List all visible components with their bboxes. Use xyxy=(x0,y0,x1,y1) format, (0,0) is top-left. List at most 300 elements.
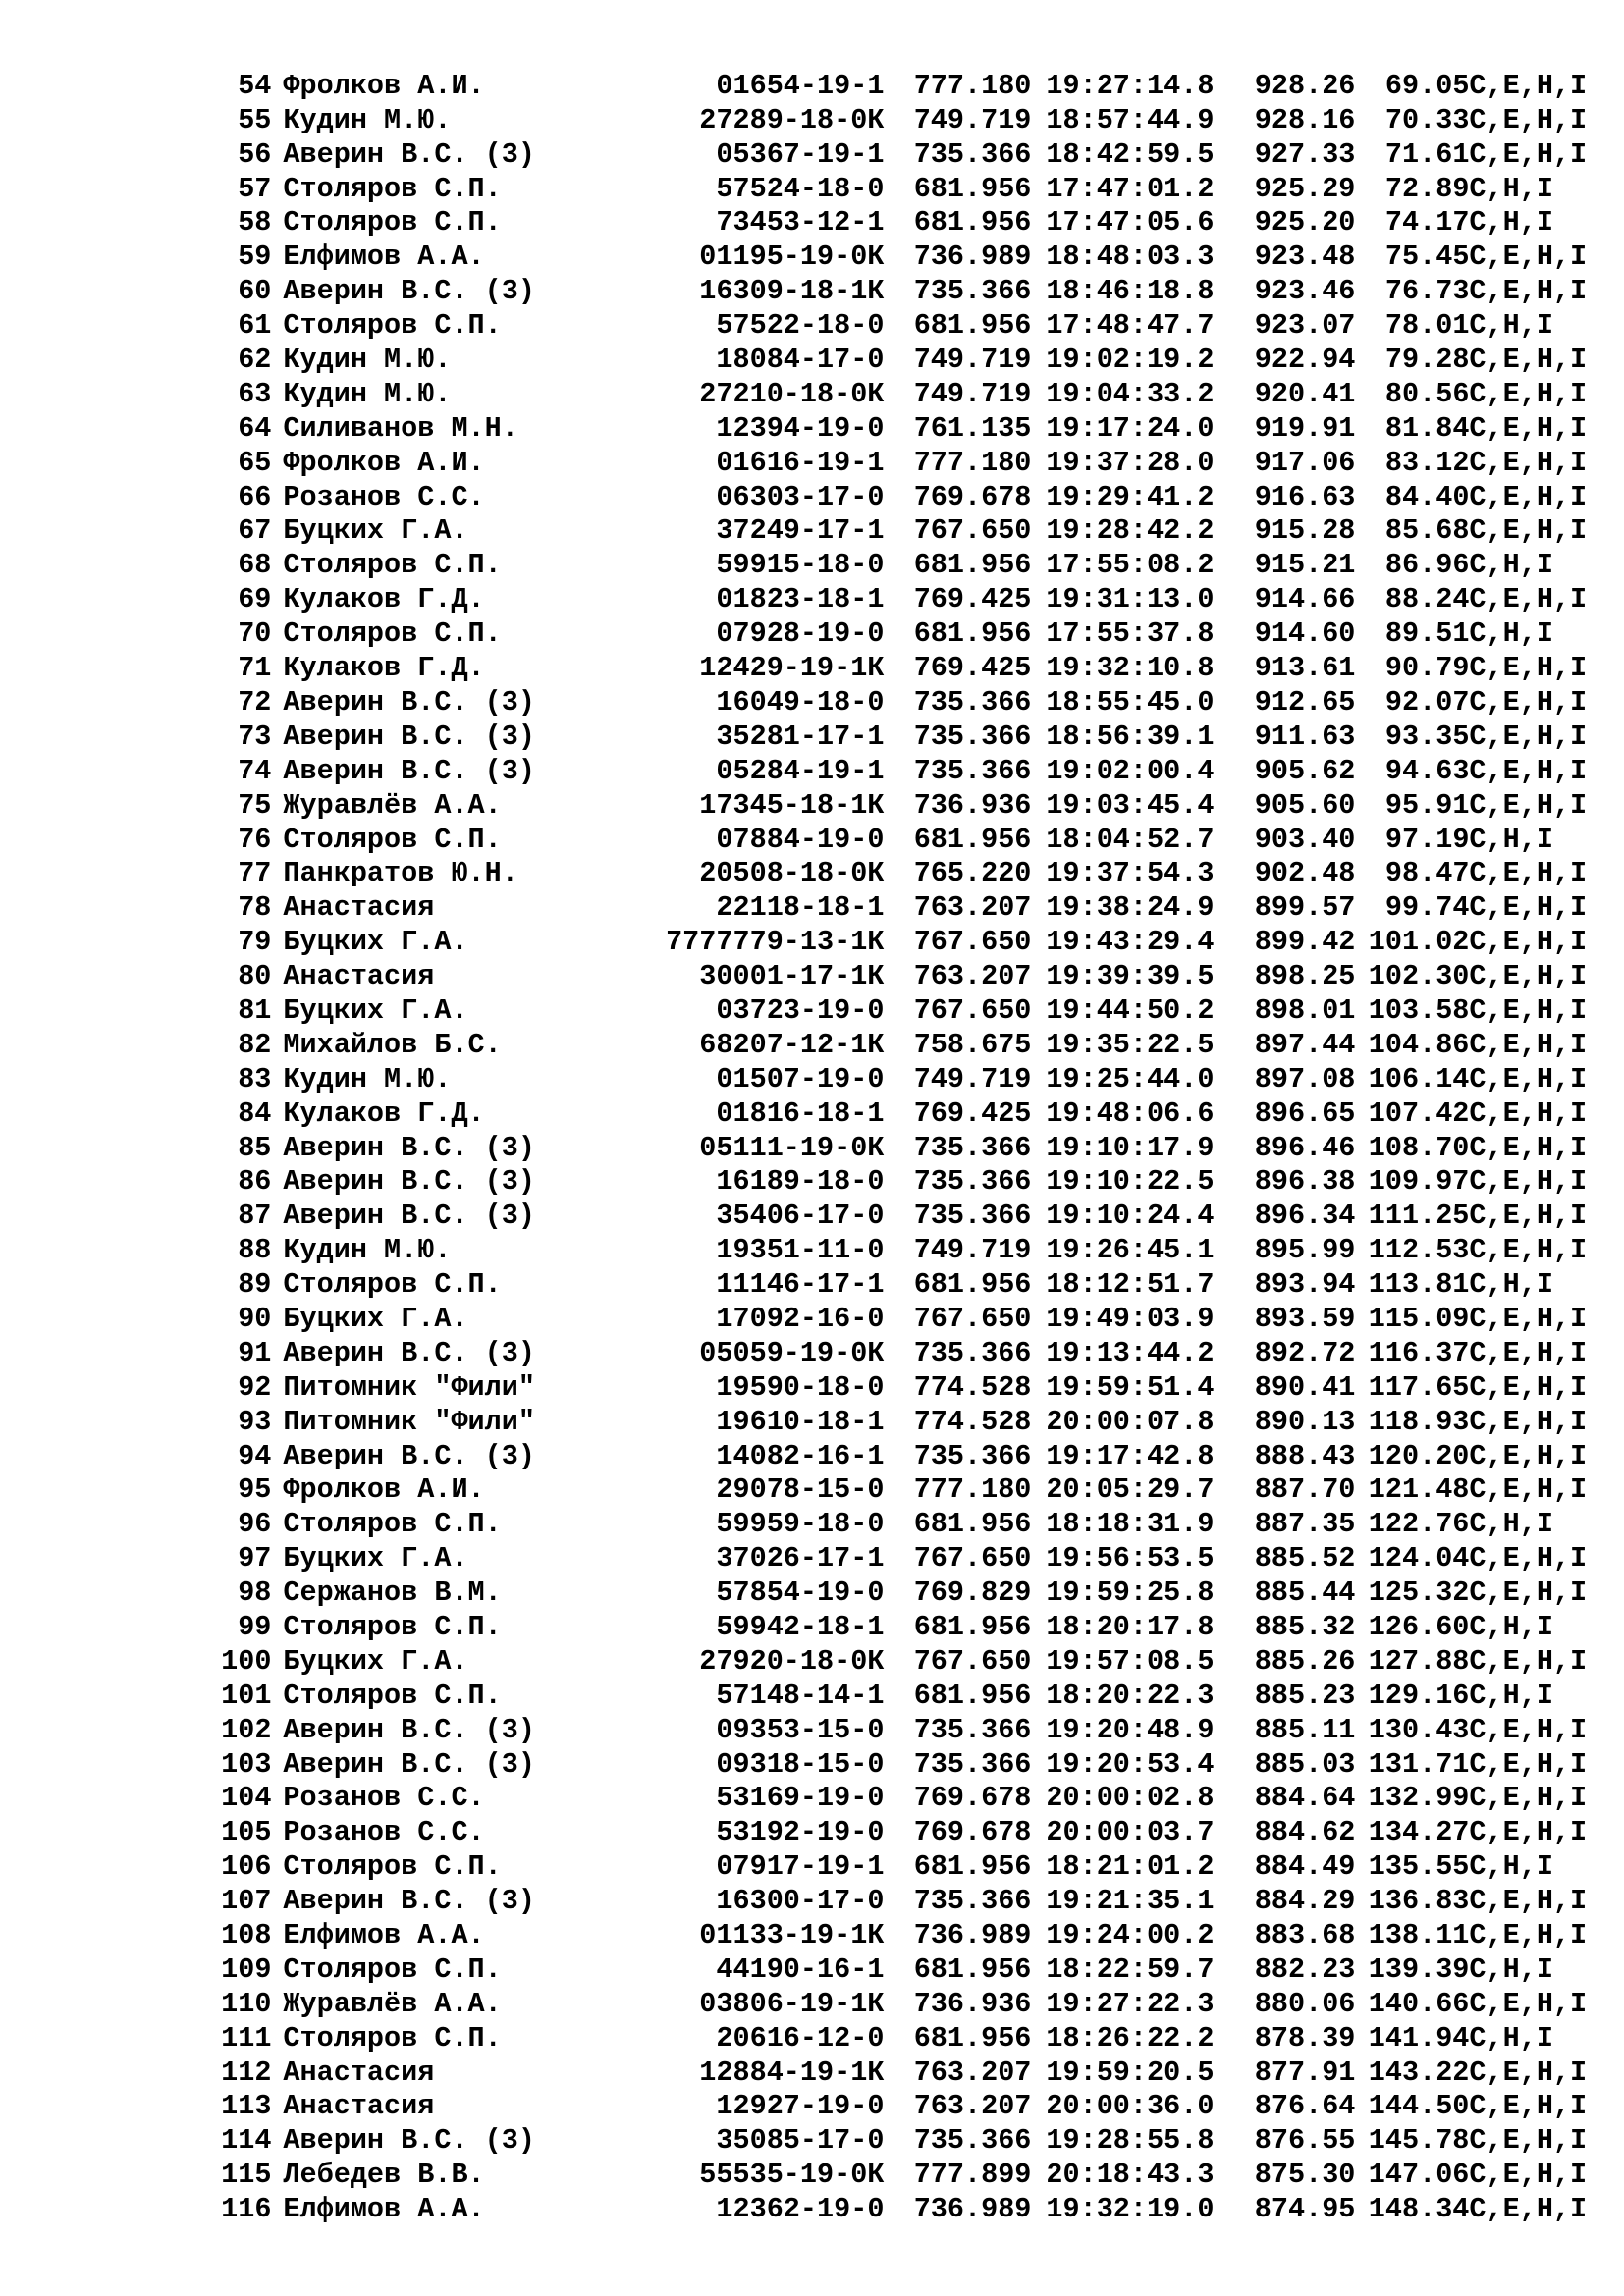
ring-number: 05111-19-0К xyxy=(699,1131,885,1164)
categories-value: C,H,I xyxy=(1469,1610,1553,1643)
distance-value: 749.719 xyxy=(913,1234,1032,1267)
categories-value: C,E,H,I xyxy=(1469,446,1588,479)
arrival-time: 19:39:39.5 xyxy=(1046,960,1215,993)
place-number: 57 xyxy=(238,172,272,205)
ring-number: 27920-18-0К xyxy=(699,1644,885,1678)
arrival-time: 18:04:52.7 xyxy=(1046,823,1215,856)
distance-value: 735.366 xyxy=(913,1336,1032,1369)
coefficient-value: 131.71 xyxy=(1368,1747,1470,1781)
coefficient-value: 78.01 xyxy=(1384,309,1470,343)
distance-value: 777.899 xyxy=(913,2159,1032,2192)
speed-value: 915.28 xyxy=(1254,514,1356,548)
ring-number: 17092-16-0 xyxy=(716,1302,885,1335)
distance-value: 749.719 xyxy=(913,1062,1032,1095)
place-number: 85 xyxy=(238,1131,272,1164)
place-number: 106 xyxy=(221,1850,272,1884)
distance-value: 735.366 xyxy=(913,1747,1032,1781)
place-number: 88 xyxy=(238,1234,272,1267)
speed-value: 917.06 xyxy=(1254,446,1356,479)
ring-number: 35085-17-0 xyxy=(716,2124,885,2158)
place-number: 86 xyxy=(238,1165,272,1199)
distance-value: 681.956 xyxy=(913,823,1032,856)
place-number: 69 xyxy=(238,583,272,616)
distance-value: 681.956 xyxy=(913,1679,1032,1712)
owner-name: Аверин В.С. (3) xyxy=(283,1747,535,1781)
arrival-time: 19:37:28.0 xyxy=(1046,446,1215,479)
place-number: 72 xyxy=(238,685,272,719)
place-number: 99 xyxy=(238,1610,272,1643)
coefficient-value: 94.63 xyxy=(1384,754,1470,787)
place-number: 71 xyxy=(238,652,272,685)
speed-value: 876.55 xyxy=(1254,2124,1356,2158)
distance-value: 777.180 xyxy=(913,69,1032,102)
categories-value: C,E,H,I xyxy=(1469,2193,1588,2226)
categories-value: C,E,H,I xyxy=(1469,652,1588,685)
coefficient-value: 101.02 xyxy=(1368,926,1470,959)
coefficient-value: 84.40 xyxy=(1384,480,1470,513)
arrival-time: 19:02:19.2 xyxy=(1046,344,1215,377)
owner-name: Столяров С.П. xyxy=(283,1679,502,1712)
ring-number: 05367-19-1 xyxy=(716,137,885,171)
distance-value: 769.829 xyxy=(913,1576,1032,1610)
speed-value: 914.60 xyxy=(1254,617,1356,651)
coefficient-value: 69.05 xyxy=(1384,69,1470,102)
owner-name: Столяров С.П. xyxy=(283,172,502,205)
arrival-time: 19:57:08.5 xyxy=(1046,1644,1215,1678)
arrival-time: 17:55:08.2 xyxy=(1046,549,1215,582)
distance-value: 769.678 xyxy=(913,1782,1032,1815)
coefficient-value: 97.19 xyxy=(1384,823,1470,856)
owner-name: Аверин В.С. (3) xyxy=(283,275,535,308)
speed-value: 914.66 xyxy=(1254,583,1356,616)
speed-value: 887.35 xyxy=(1254,1508,1356,1541)
speed-value: 874.95 xyxy=(1254,2193,1356,2226)
arrival-time: 17:47:05.6 xyxy=(1046,206,1215,240)
arrival-time: 18:22:59.7 xyxy=(1046,1952,1215,1986)
speed-value: 925.20 xyxy=(1254,206,1356,240)
place-number: 78 xyxy=(238,891,272,925)
owner-name: Аверин В.С. (3) xyxy=(283,2124,535,2158)
ring-number: 7777779-13-1К xyxy=(666,926,885,959)
distance-value: 767.650 xyxy=(913,926,1032,959)
ring-number: 44190-16-1 xyxy=(716,1952,885,1986)
coefficient-value: 112.53 xyxy=(1368,1234,1470,1267)
ring-number: 12927-19-0 xyxy=(716,2090,885,2123)
speed-value: 896.38 xyxy=(1254,1165,1356,1199)
place-number: 95 xyxy=(238,1473,272,1507)
place-number: 66 xyxy=(238,480,272,513)
ring-number: 29078-15-0 xyxy=(716,1473,885,1507)
ring-number: 22118-18-1 xyxy=(716,891,885,925)
place-number: 102 xyxy=(221,1713,272,1746)
categories-value: C,E,H,I xyxy=(1469,1336,1588,1369)
distance-value: 735.366 xyxy=(913,137,1032,171)
coefficient-value: 106.14 xyxy=(1368,1062,1470,1095)
arrival-time: 19:38:24.9 xyxy=(1046,891,1215,925)
place-number: 89 xyxy=(238,1268,272,1302)
owner-name: Анастасия xyxy=(283,891,435,925)
coefficient-value: 125.32 xyxy=(1368,1576,1470,1610)
speed-value: 884.49 xyxy=(1254,1850,1356,1884)
place-number: 97 xyxy=(238,1542,272,1575)
owner-name: Кулаков Г.Д. xyxy=(283,652,485,685)
categories-value: C,E,H,I xyxy=(1469,1062,1588,1095)
ring-number: 05284-19-1 xyxy=(716,754,885,787)
ring-number: 68207-12-1К xyxy=(699,1028,885,1061)
coefficient-value: 138.11 xyxy=(1368,1919,1470,1951)
owner-name: Кулаков Г.Д. xyxy=(283,583,485,616)
categories-value: C,E,H,I xyxy=(1469,2124,1588,2158)
owner-name: Столяров С.П. xyxy=(283,1268,502,1302)
arrival-time: 20:18:43.3 xyxy=(1046,2159,1215,2192)
speed-value: 905.60 xyxy=(1254,788,1356,822)
coefficient-value: 95.91 xyxy=(1384,788,1470,822)
speed-value: 911.63 xyxy=(1254,720,1356,753)
arrival-time: 20:00:02.8 xyxy=(1046,1782,1215,1815)
owner-name: Елфимов А.А. xyxy=(283,2193,485,2226)
owner-name: Аверин В.С. (3) xyxy=(283,1165,535,1199)
owner-name: Аверин В.С. (3) xyxy=(283,1131,535,1164)
arrival-time: 18:26:22.2 xyxy=(1046,2021,1215,2055)
distance-value: 774.528 xyxy=(913,1405,1032,1438)
coefficient-value: 92.07 xyxy=(1384,685,1470,719)
place-number: 56 xyxy=(238,137,272,171)
coefficient-value: 75.45 xyxy=(1384,240,1470,274)
categories-value: C,E,H,I xyxy=(1469,514,1588,548)
arrival-time: 17:47:01.2 xyxy=(1046,172,1215,205)
distance-value: 777.180 xyxy=(913,1473,1032,1507)
ring-number: 07884-19-0 xyxy=(716,823,885,856)
distance-value: 681.956 xyxy=(913,2021,1032,2055)
place-number: 79 xyxy=(238,926,272,959)
arrival-time: 18:42:59.5 xyxy=(1046,137,1215,171)
speed-value: 899.42 xyxy=(1254,926,1356,959)
distance-value: 763.207 xyxy=(913,891,1032,925)
categories-value: C,E,H,I xyxy=(1469,1405,1588,1438)
place-number: 100 xyxy=(221,1644,272,1678)
ring-number: 55535-19-0К xyxy=(699,2159,885,2192)
speed-value: 922.94 xyxy=(1254,344,1356,377)
ring-number: 01654-19-1 xyxy=(716,69,885,102)
ring-number: 01816-18-1 xyxy=(716,1096,885,1130)
owner-name: Аверин В.С. (3) xyxy=(283,1885,535,1918)
ring-number: 12884-19-1К xyxy=(699,2056,885,2089)
arrival-time: 17:48:47.7 xyxy=(1046,309,1215,343)
place-number: 116 xyxy=(221,2193,272,2226)
ring-number: 01195-19-0К xyxy=(699,240,885,274)
arrival-time: 18:56:39.1 xyxy=(1046,720,1215,753)
ring-number: 19590-18-0 xyxy=(716,1370,885,1404)
speed-value: 880.06 xyxy=(1254,1987,1356,2020)
coefficient-value: 102.30 xyxy=(1368,960,1470,993)
owner-name: Буцких Г.А. xyxy=(283,1644,468,1678)
ring-number: 05059-19-0К xyxy=(699,1336,885,1369)
categories-value: C,E,H,I xyxy=(1469,1644,1588,1678)
speed-value: 887.70 xyxy=(1254,1473,1356,1507)
ring-number: 01507-19-0 xyxy=(716,1062,885,1095)
arrival-time: 18:57:44.9 xyxy=(1046,103,1215,136)
owner-name: Розанов С.С. xyxy=(283,1782,485,1815)
categories-value: C,E,H,I xyxy=(1469,2090,1588,2123)
owner-name: Лебедев В.В. xyxy=(283,2159,485,2192)
owner-name: Буцких Г.А. xyxy=(283,926,468,959)
owner-name: Кудин М.Ю. xyxy=(283,103,452,136)
categories-value: C,E,H,I xyxy=(1469,1096,1588,1130)
speed-value: 882.23 xyxy=(1254,1952,1356,1986)
owner-name: Аверин В.С. (3) xyxy=(283,1200,535,1233)
ring-number: 35281-17-1 xyxy=(716,720,885,753)
coefficient-value: 147.06 xyxy=(1368,2159,1470,2192)
place-number: 67 xyxy=(238,514,272,548)
coefficient-value: 107.42 xyxy=(1368,1096,1470,1130)
arrival-time: 19:59:25.8 xyxy=(1046,1576,1215,1610)
categories-value: C,E,H,I xyxy=(1469,993,1588,1027)
ring-number: 16309-18-1К xyxy=(699,275,885,308)
arrival-time: 18:20:17.8 xyxy=(1046,1610,1215,1643)
speed-value: 916.63 xyxy=(1254,480,1356,513)
coefficient-value: 109.97 xyxy=(1368,1165,1470,1199)
arrival-time: 19:59:51.4 xyxy=(1046,1370,1215,1404)
ring-number: 59915-18-0 xyxy=(716,549,885,582)
arrival-time: 19:10:24.4 xyxy=(1046,1200,1215,1233)
owner-name: Кудин М.Ю. xyxy=(283,1062,452,1095)
categories-value: C,E,H,I xyxy=(1469,1713,1588,1746)
owner-name: Розанов С.С. xyxy=(283,1816,485,1849)
distance-value: 736.936 xyxy=(913,1987,1032,2020)
distance-value: 767.650 xyxy=(913,514,1032,548)
place-number: 107 xyxy=(221,1885,272,1918)
distance-value: 758.675 xyxy=(913,1028,1032,1061)
arrival-time: 19:24:00.2 xyxy=(1046,1919,1215,1951)
speed-value: 920.41 xyxy=(1254,377,1356,410)
place-number: 84 xyxy=(238,1096,272,1130)
distance-value: 681.956 xyxy=(913,617,1032,651)
owner-name: Кудин М.Ю. xyxy=(283,344,452,377)
arrival-time: 19:10:22.5 xyxy=(1046,1165,1215,1199)
coefficient-value: 71.61 xyxy=(1384,137,1470,171)
ring-number: 59959-18-0 xyxy=(716,1508,885,1541)
coefficient-value: 81.84 xyxy=(1384,411,1470,445)
categories-value: C,E,H,I xyxy=(1469,1473,1588,1507)
place-number: 101 xyxy=(221,1679,272,1712)
owner-name: Розанов С.С. xyxy=(283,480,485,513)
owner-name: Анастасия xyxy=(283,2056,435,2089)
place-number: 104 xyxy=(221,1782,272,1815)
place-number: 91 xyxy=(238,1336,272,1369)
coefficient-value: 113.81 xyxy=(1368,1268,1470,1302)
ring-number: 59942-18-1 xyxy=(716,1610,885,1643)
distance-value: 681.956 xyxy=(913,172,1032,205)
ring-number: 19351-11-0 xyxy=(716,1234,885,1267)
categories-value: C,E,H,I xyxy=(1469,69,1588,102)
distance-value: 749.719 xyxy=(913,344,1032,377)
speed-value: 923.48 xyxy=(1254,240,1356,274)
distance-value: 681.956 xyxy=(913,1610,1032,1643)
owner-name: Столяров С.П. xyxy=(283,1508,502,1541)
arrival-time: 19:48:06.6 xyxy=(1046,1096,1215,1130)
speed-value: 897.08 xyxy=(1254,1062,1356,1095)
place-number: 115 xyxy=(221,2159,272,2192)
place-number: 75 xyxy=(238,788,272,822)
place-number: 76 xyxy=(238,823,272,856)
speed-value: 885.44 xyxy=(1254,1576,1356,1610)
arrival-time: 19:04:33.2 xyxy=(1046,377,1215,410)
categories-value: C,E,H,I xyxy=(1469,685,1588,719)
ring-number: 11146-17-1 xyxy=(716,1268,885,1302)
ring-number: 01133-19-1К xyxy=(699,1919,885,1951)
arrival-time: 19:32:19.0 xyxy=(1046,2193,1215,2226)
ring-number: 57148-14-1 xyxy=(716,1679,885,1712)
place-number: 70 xyxy=(238,617,272,651)
ring-number: 20508-18-0К xyxy=(699,857,885,890)
speed-value: 884.29 xyxy=(1254,1885,1356,1918)
categories-value: C,E,H,I xyxy=(1469,1747,1588,1781)
arrival-time: 19:32:10.8 xyxy=(1046,652,1215,685)
coefficient-value: 141.94 xyxy=(1368,2021,1470,2055)
distance-value: 735.366 xyxy=(913,1713,1032,1746)
distance-value: 735.366 xyxy=(913,2124,1032,2158)
speed-value: 893.59 xyxy=(1254,1302,1356,1335)
categories-value: C,E,H,I xyxy=(1469,1028,1588,1061)
speed-value: 895.99 xyxy=(1254,1234,1356,1267)
ring-number: 73453-12-1 xyxy=(716,206,885,240)
coefficient-value: 80.56 xyxy=(1384,377,1470,410)
owner-name: Столяров С.П. xyxy=(283,617,502,651)
owner-name: Сержанов В.М. xyxy=(283,1576,502,1610)
place-number: 109 xyxy=(221,1952,272,1986)
place-number: 82 xyxy=(238,1028,272,1061)
distance-value: 767.650 xyxy=(913,1542,1032,1575)
distance-value: 767.650 xyxy=(913,1302,1032,1335)
arrival-time: 19:17:42.8 xyxy=(1046,1439,1215,1472)
arrival-time: 18:18:31.9 xyxy=(1046,1508,1215,1541)
speed-value: 885.32 xyxy=(1254,1610,1356,1643)
coefficient-value: 111.25 xyxy=(1368,1200,1470,1233)
coefficient-value: 144.50 xyxy=(1368,2090,1470,2123)
arrival-time: 18:12:51.7 xyxy=(1046,1268,1215,1302)
arrival-time: 19:03:45.4 xyxy=(1046,788,1215,822)
categories-value: C,H,I xyxy=(1469,1268,1553,1302)
coefficient-value: 70.33 xyxy=(1384,103,1470,136)
owner-name: Столяров С.П. xyxy=(283,309,502,343)
speed-value: 888.43 xyxy=(1254,1439,1356,1472)
categories-value: C,E,H,I xyxy=(1469,1576,1588,1610)
categories-value: C,E,H,I xyxy=(1469,720,1588,753)
coefficient-value: 145.78 xyxy=(1368,2124,1470,2158)
categories-value: C,E,H,I xyxy=(1469,583,1588,616)
ring-number: 57524-18-0 xyxy=(716,172,885,205)
speed-value: 877.91 xyxy=(1254,2056,1356,2089)
ring-number: 37249-17-1 xyxy=(716,514,885,548)
ring-number: 18084-17-0 xyxy=(716,344,885,377)
owner-name: Буцких Г.А. xyxy=(283,1542,468,1575)
speed-value: 898.25 xyxy=(1254,960,1356,993)
coefficient-value: 118.93 xyxy=(1368,1405,1470,1438)
coefficient-value: 129.16 xyxy=(1368,1679,1470,1712)
categories-value: C,E,H,I xyxy=(1469,1542,1588,1575)
coefficient-value: 116.37 xyxy=(1368,1336,1470,1369)
ring-number: 27289-18-0К xyxy=(699,103,885,136)
coefficient-value: 72.89 xyxy=(1384,172,1470,205)
ring-number: 12394-19-0 xyxy=(716,411,885,445)
ring-number: 19610-18-1 xyxy=(716,1405,885,1438)
coefficient-value: 98.47 xyxy=(1384,857,1470,890)
owner-name: Аверин В.С. (3) xyxy=(283,1439,535,1472)
ring-number: 53169-19-0 xyxy=(716,1782,885,1815)
arrival-time: 19:27:22.3 xyxy=(1046,1987,1215,2020)
coefficient-value: 136.83 xyxy=(1368,1885,1470,1918)
owner-name: Фролков А.И. xyxy=(283,1473,485,1507)
categories-value: C,E,H,I xyxy=(1469,1987,1588,2020)
arrival-time: 19:27:14.8 xyxy=(1046,69,1215,102)
owner-name: Елфимов А.А. xyxy=(283,240,485,274)
distance-value: 736.936 xyxy=(913,788,1032,822)
place-number: 105 xyxy=(221,1816,272,1849)
speed-value: 896.65 xyxy=(1254,1096,1356,1130)
distance-value: 681.956 xyxy=(913,1850,1032,1884)
distance-value: 681.956 xyxy=(913,206,1032,240)
ring-number: 20616-12-0 xyxy=(716,2021,885,2055)
place-number: 77 xyxy=(238,857,272,890)
ring-number: 07917-19-1 xyxy=(716,1850,885,1884)
place-number: 65 xyxy=(238,446,272,479)
speed-value: 890.13 xyxy=(1254,1405,1356,1438)
arrival-time: 19:25:44.0 xyxy=(1046,1062,1215,1095)
coefficient-value: 103.58 xyxy=(1368,993,1470,1027)
speed-value: 913.61 xyxy=(1254,652,1356,685)
distance-value: 767.650 xyxy=(913,993,1032,1027)
coefficient-value: 122.76 xyxy=(1368,1508,1470,1541)
distance-value: 736.989 xyxy=(913,240,1032,274)
ring-number: 57854-19-0 xyxy=(716,1576,885,1610)
place-number: 62 xyxy=(238,344,272,377)
distance-value: 763.207 xyxy=(913,960,1032,993)
owner-name: Аверин В.С. (3) xyxy=(283,1713,535,1746)
owner-name: Фролков А.И. xyxy=(283,446,485,479)
categories-value: C,H,I xyxy=(1469,1679,1553,1712)
coefficient-value: 93.35 xyxy=(1384,720,1470,753)
arrival-time: 18:20:22.3 xyxy=(1046,1679,1215,1712)
categories-value: C,E,H,I xyxy=(1469,891,1588,925)
place-number: 94 xyxy=(238,1439,272,1472)
categories-value: C,E,H,I xyxy=(1469,1200,1588,1233)
distance-value: 681.956 xyxy=(913,1508,1032,1541)
coefficient-value: 143.22 xyxy=(1368,2056,1470,2089)
categories-value: C,E,H,I xyxy=(1469,1439,1588,1472)
arrival-time: 20:05:29.7 xyxy=(1046,1473,1215,1507)
owner-name: Буцких Г.А. xyxy=(283,993,468,1027)
owner-name: Столяров С.П. xyxy=(283,2021,502,2055)
distance-value: 763.207 xyxy=(913,2056,1032,2089)
owner-name: Кудин М.Ю. xyxy=(283,1234,452,1267)
coefficient-value: 130.43 xyxy=(1368,1713,1470,1746)
speed-value: 915.21 xyxy=(1254,549,1356,582)
distance-value: 749.719 xyxy=(913,103,1032,136)
arrival-time: 19:02:00.4 xyxy=(1046,754,1215,787)
categories-value: C,E,H,I xyxy=(1469,857,1588,890)
coefficient-value: 126.60 xyxy=(1368,1610,1470,1643)
owner-name: Столяров С.П. xyxy=(283,549,502,582)
speed-value: 925.29 xyxy=(1254,172,1356,205)
owner-name: Кулаков Г.Д. xyxy=(283,1096,485,1130)
speed-value: 892.72 xyxy=(1254,1336,1356,1369)
place-number: 96 xyxy=(238,1508,272,1541)
categories-value: C,E,H,I xyxy=(1469,1370,1588,1404)
place-number: 81 xyxy=(238,993,272,1027)
ring-number: 37026-17-1 xyxy=(716,1542,885,1575)
distance-value: 765.220 xyxy=(913,857,1032,890)
owner-name: Аверин В.С. (3) xyxy=(283,685,535,719)
